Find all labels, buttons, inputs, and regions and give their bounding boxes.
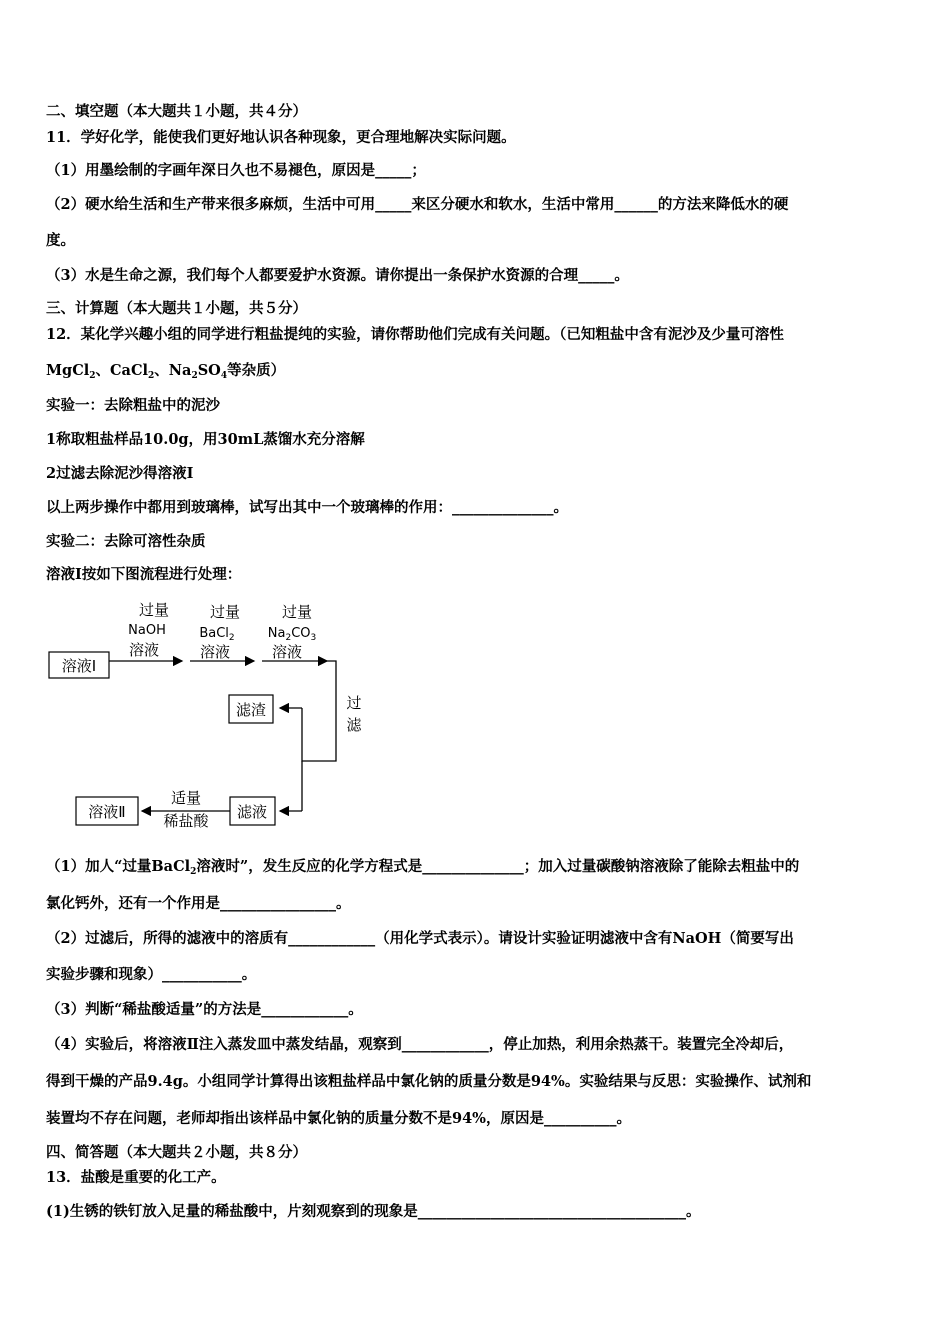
answer-2-line-2: 实验步骤和现象）___________。 — [46, 966, 257, 983]
filtration-label-2: 滤 — [346, 716, 362, 734]
reagent-1-amount: 过量 — [138, 601, 170, 619]
question-11: 11．学好化学，能使我们更好地认识各种现象，更合理地解决实际问题。 — [46, 129, 516, 146]
reagent-2-formula: BaCl$_2$ — [199, 626, 235, 643]
experiment-1-step-2: 2过滤去除泥沙得溶液I — [46, 465, 194, 482]
q11-part-2-line-2: 度。 — [46, 232, 75, 249]
reagent-3-formula: $Na_2CO_3$ — [267, 626, 317, 643]
residue-label: 滤渣 — [235, 701, 267, 719]
experiment-2-title: 实验二：去除可溶性杂质 — [46, 533, 206, 550]
answer-4-line-3: 装置均不存在问题，老师却指出该样品中氯化钠的质量分数不是94%，原因是__________。 — [46, 1110, 631, 1127]
question-12-line-1: 12．某化学兴趣小组的同学进行粗盐提纯的实验，请你帮助他们完成有关问题。（已知粗盐中含有泥沙及少量可溶性 — [46, 326, 784, 343]
answer-1-line-2: 氯化钙外，还有一个作用是________________。 — [46, 895, 351, 912]
answer-3: （3）判断“稀盐酸适量”的方法是____________。 — [46, 1001, 363, 1018]
filtration-label-1: 过 — [346, 694, 362, 712]
question-12-line-2: MgCl$_2$、CaCl$_2$、$Na_2SO_4$等杂质） — [46, 362, 286, 381]
answer-4-line-2: 得到干燥的产品9.4g。小组同学计算得出该粗盐样品中氯化钠的质量分数是94%。实验结果与反思：实验操作、试剂和 — [46, 1073, 812, 1090]
q11-part-2-line-1: （2）硬水给生活和生产带来很多麻烦，生活中可用_____来区分硬水和软水，生活中常用______的方法来降低水的硬 — [46, 196, 789, 213]
q11-part-3: （3）水是生命之源，我们每个人都要爱护水资源。请你提出一条保护水资源的合理_____。 — [46, 267, 629, 284]
experiment-1-step-1: 1称取粗盐样品10.0g，用30mL蒸馏水充分溶解 — [46, 431, 365, 448]
solution-2-label: 溶液Ⅱ — [88, 803, 126, 821]
process-flow-diagram — [44, 596, 384, 836]
experiment-1-title: 实验一：去除粗盐中的泥沙 — [46, 397, 220, 414]
reagent-2-form: 溶液 — [199, 643, 231, 661]
reagent-1-formula: NaOH — [128, 623, 166, 638]
glass-rod-question: 以上两步操作中都用到玻璃棒，试写出其中一个玻璃棒的作用：______________。 — [46, 499, 568, 516]
section-3-heading: 三、计算题（本大题共１小题，共５分） — [46, 300, 307, 317]
reagent-1-form: 溶液 — [128, 641, 160, 659]
acid-amount: 适量 — [170, 789, 202, 807]
solution-1-label: 溶液Ⅰ — [61, 657, 97, 675]
section-2-heading: 二、填空题（本大题共１小题，共４分） — [46, 103, 307, 120]
answer-4-line-1: （4）实验后，将溶液Ⅱ注入蒸发皿中蒸发结晶，观察到____________，停止加热，利用余热蒸干。装置完全冷却后， — [46, 1036, 794, 1053]
flow-intro: 溶液I按如下图流程进行处理： — [46, 566, 242, 583]
question-13-part-1: (1)生锈的铁钉放入足量的稀盐酸中，片刻观察到的现象是_____________________________________。 — [46, 1203, 701, 1220]
answer-1-line-1: （1）加人“过量BaCl$_2$溶液时”，发生反应的化学方程式是______________；加入过量碳酸钠溶液除了能除去粗盐中的 — [46, 858, 800, 877]
answer-2-line-1: （2）过滤后，所得的滤液中的溶质有____________（用化学式表示）。请设计实验证明滤液中含有NaOH（简要写出 — [46, 930, 794, 947]
filtrate-label: 滤液 — [236, 803, 268, 821]
reagent-3-form: 溶液 — [271, 643, 303, 661]
filtration-line — [302, 661, 336, 761]
reagent-2-amount: 过量 — [209, 603, 241, 621]
acid-name: 稀盐酸 — [163, 812, 209, 830]
reagent-3-amount: 过量 — [281, 603, 313, 621]
q11-part-1: （1）用墨绘制的字画年深日久也不易褪色，原因是_____； — [46, 162, 426, 179]
section-4-heading: 四、简答题（本大题共２小题，共８分） — [46, 1144, 307, 1161]
question-13: 13．盐酸是重要的化工产。 — [46, 1169, 226, 1186]
